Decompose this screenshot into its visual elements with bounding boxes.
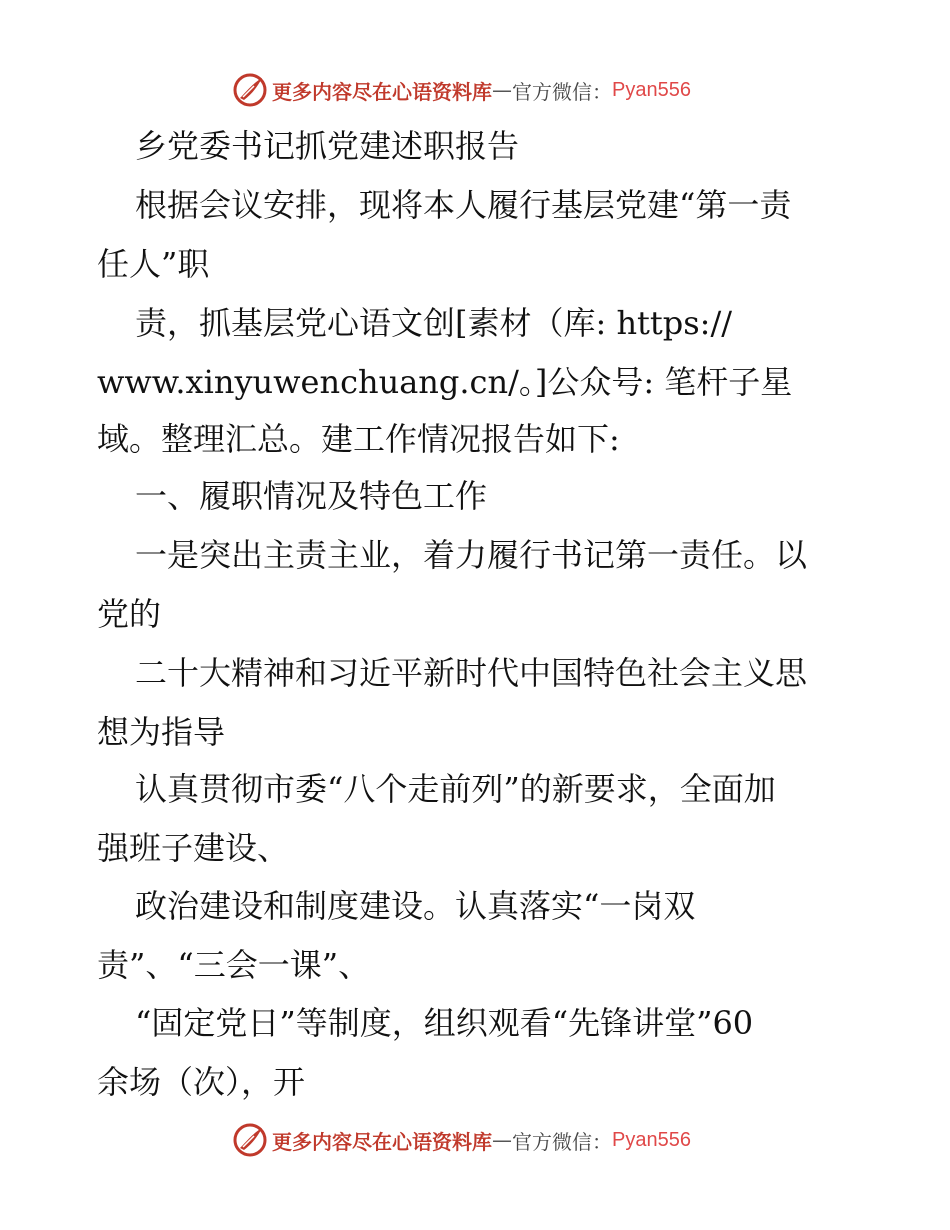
banner-account: Pyan556: [612, 78, 691, 101]
text-line: 域。整理汇总。建工作情况报告如下:: [97, 420, 620, 458]
text-line: 二十大精神和习近平新时代中国特色社会主义思: [135, 654, 808, 692]
text-line: 政治建设和制度建设。认真落实“一岗双: [135, 887, 696, 925]
text-line: www.xinyuwenchuang.cn/。]公众号: 笔杆子星: [97, 363, 793, 401]
banner-account: Pyan556: [612, 1128, 691, 1151]
banner-separator: —: [492, 1128, 512, 1152]
banner-separator: —: [492, 78, 512, 102]
text-line: 党的: [97, 595, 162, 633]
text-line: 一是突出主责主业，着力履行书记第一责任。以: [135, 536, 808, 574]
banner-main-text: 更多内容尽在心语资料库: [272, 79, 492, 104]
banner-sub-text: 官方微信：: [512, 79, 612, 104]
text-line: 责，抓基层党心语文创[素材（库: https://: [135, 304, 733, 342]
footer-banner: [232, 1120, 691, 1160]
document-title: 乡党委书记抓党建述职报告: [135, 127, 520, 165]
text-line: 责”、“三会一课”、: [97, 946, 371, 984]
section-heading: 一、履职情况及特色工作: [135, 477, 488, 515]
header-banner: [232, 70, 691, 110]
text-line: 想为指导: [97, 713, 226, 751]
quill-logo-icon: [232, 1122, 268, 1158]
text-line: 强班子建设、: [97, 829, 290, 867]
text-line: 任人”职: [97, 245, 210, 283]
text-line: 根据会议安排，现将本人履行基层党建“第一责: [135, 186, 792, 224]
text-line: “固定党日”等制度，组织观看“先锋讲堂”60: [135, 1004, 754, 1042]
quill-logo-icon: [232, 72, 268, 108]
text-line: 余场（次），开: [97, 1063, 306, 1101]
banner-sub-text: 官方微信：: [512, 1129, 612, 1154]
banner-main-text: 更多内容尽在心语资料库: [272, 1129, 492, 1154]
text-line: 认真贯彻市委“八个走前列”的新要求，全面加: [135, 770, 776, 808]
